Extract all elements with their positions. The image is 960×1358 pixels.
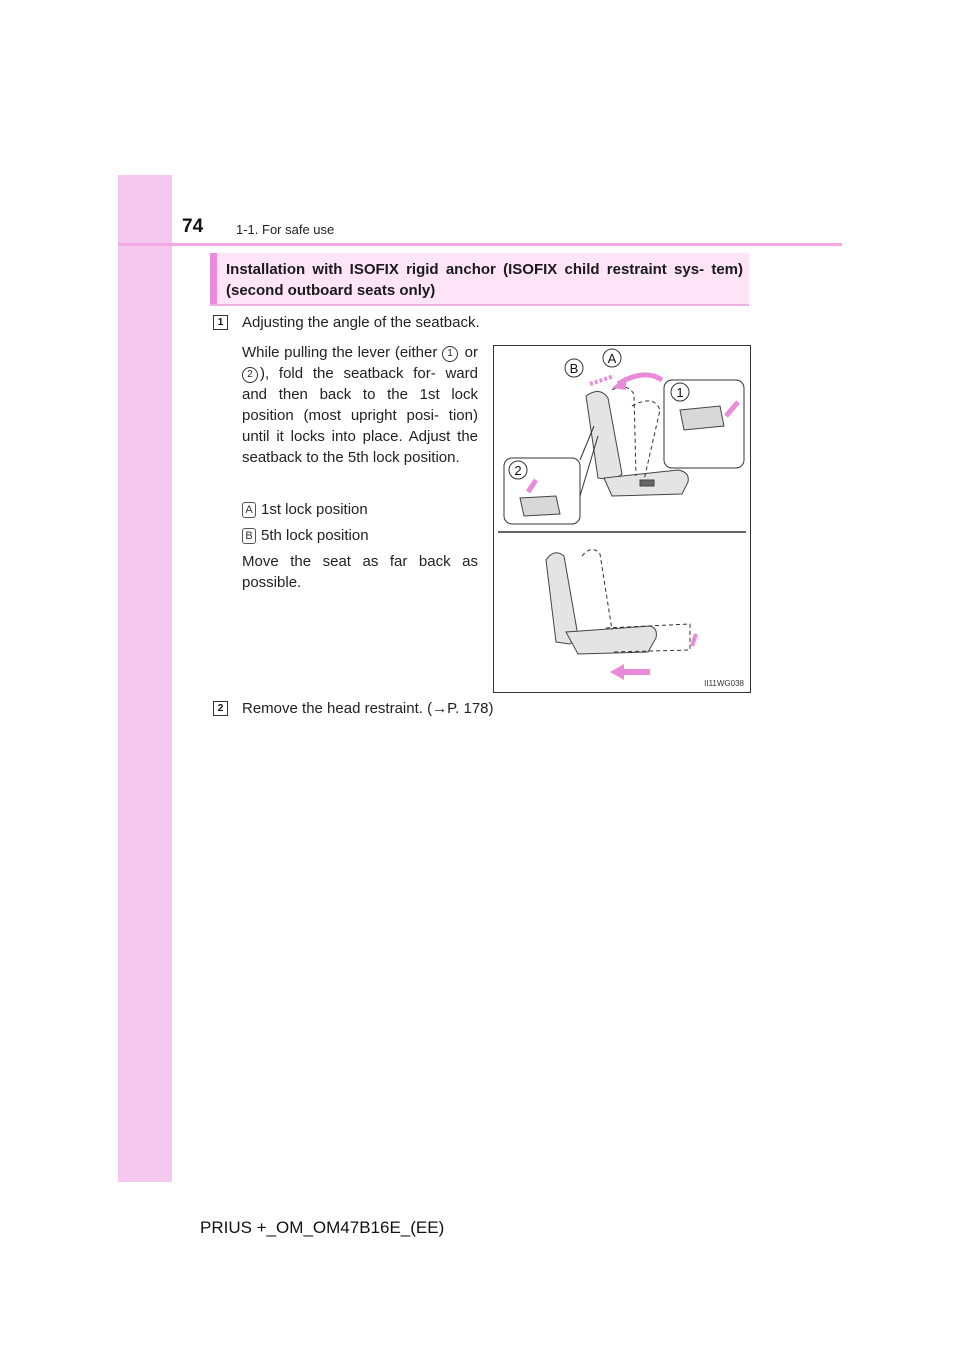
paragraph-line-1: While pulling the lever (either bbox=[242, 344, 438, 361]
label-1-text: 1 bbox=[676, 385, 684, 400]
seat-lever-top bbox=[640, 480, 654, 486]
step-2-text: Remove the head restraint. (→P. 178) bbox=[242, 700, 494, 717]
seat-illustration bbox=[494, 346, 750, 692]
bottom-seat-cushion bbox=[566, 626, 656, 654]
legend-badge-a: A bbox=[242, 502, 256, 518]
seat-bottom-group bbox=[546, 553, 656, 654]
legend-text-a: 1st lock position bbox=[261, 501, 368, 518]
lever-2-badge: 2 bbox=[242, 367, 258, 383]
footer-model-code: PRIUS +_OM_OM47B16E_(EE) bbox=[200, 1218, 445, 1237]
label-a-text: A bbox=[607, 351, 617, 366]
heading-underline bbox=[210, 304, 749, 306]
step-badge-1: 1 bbox=[213, 315, 228, 330]
bottom-seatback-dashed bbox=[582, 549, 612, 630]
seatback-shape bbox=[586, 391, 622, 480]
seat-adjustment-figure bbox=[493, 345, 751, 693]
arrow-b bbox=[590, 376, 614, 384]
lever-1-shape bbox=[680, 406, 724, 430]
bottom-seatback-shape bbox=[546, 553, 578, 644]
legend-badge-b: B bbox=[242, 528, 256, 544]
legend-text-b: 5th lock position bbox=[261, 527, 369, 544]
heading-stripe bbox=[210, 253, 217, 304]
arrow-a-head bbox=[612, 376, 626, 390]
side-color-bar bbox=[118, 175, 172, 1182]
lever-2-shape bbox=[520, 496, 560, 516]
step-1-paragraph bbox=[242, 342, 478, 468]
paragraph-rest: ), fold the seatback for- ward and then back to the 1st lock position (most upright posi- tion) until it locks into place. Adjust the seatback to the 5th lock position. bbox=[242, 365, 478, 466]
page-number: 74 bbox=[182, 216, 204, 237]
step-1-title: Adjusting the angle of the seatback. bbox=[242, 314, 480, 331]
bottom-lever-arrow bbox=[692, 634, 696, 646]
section-title: 1-1. For safe use bbox=[236, 222, 335, 237]
lever-1-badge: 1 bbox=[442, 346, 458, 362]
step-1-paragraph-2: Move the seat as far back as possible. bbox=[242, 553, 478, 591]
callout-line-2 bbox=[580, 436, 598, 496]
label-2-text: 2 bbox=[514, 463, 522, 478]
figure-code: II11WG038 bbox=[704, 679, 744, 688]
section-heading: Installation with ISOFIX rigid anchor (ISOFIX child restraint sys- tem) (second outboard seats only) bbox=[226, 261, 743, 299]
header-rule bbox=[118, 243, 842, 246]
move-back-arrow-head bbox=[610, 664, 624, 680]
label-b-text: B bbox=[569, 361, 579, 376]
section-heading-box bbox=[210, 253, 749, 304]
or-text: or bbox=[460, 344, 478, 361]
step-badge-2: 2 bbox=[213, 701, 228, 716]
